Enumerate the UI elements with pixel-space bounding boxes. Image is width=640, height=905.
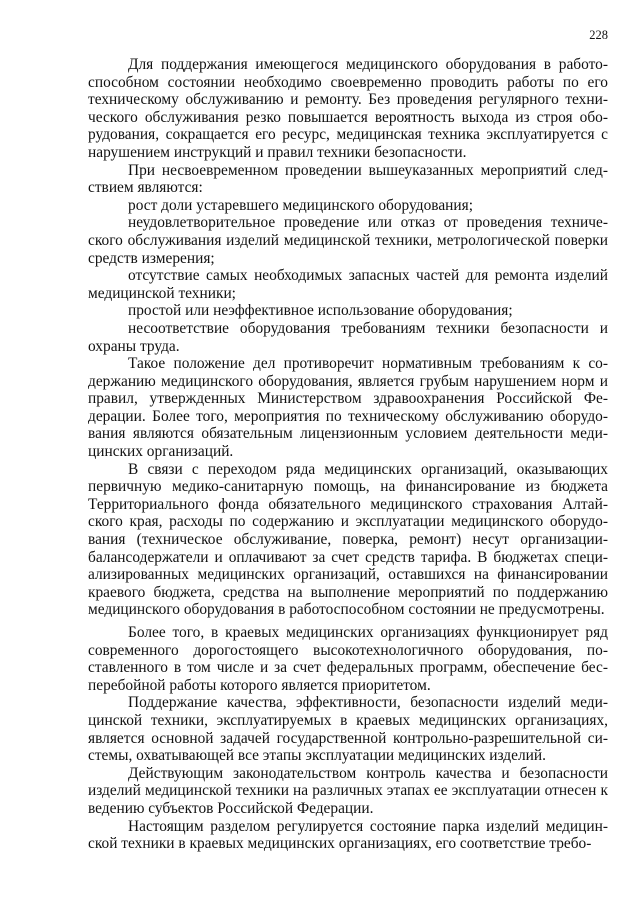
text-body: [88, 56, 608, 853]
paragraph: Настоящим разделом регулируется состояние парка изделий медицинской техники в краевых медицинских организациях, его соответствие требо-: [88, 817, 608, 853]
paragraph: В связи с переходом ряда медицинских организаций, оказывающих первичную медико-санитарную помощь, на финансирование из бюджета Территориального фонда обязательного медицинского страхования Алтайского края, расходы по содержанию и эксплуатации медицинского оборудования (техническое обслуживание, поверка, ремонт) несут организации-балансодержатели и оплачивают за счет средств тарифа. В бюджетах специализированных медицинских организаций, оставшихся на финансировании краевого бюджета, средства на выполнение мероприятий по поддержанию медицинского оборудования в работоспособном состоянии не предусмотрены.: [88, 460, 608, 619]
paragraph: Более того, в краевых медицинских организациях функционирует ряд современного дорогостоящего высокотехнологичного оборудования, поставленного в том числе и за счет федеральных программ, обеспечение бесперебойной работы которого является приоритетом.: [88, 624, 608, 694]
paragraph: При несвоевременном проведении вышеуказанных мероприятий следствием являются:: [88, 161, 608, 197]
list-item: рост доли устаревшего медицинского оборудования;: [128, 196, 474, 214]
paragraph: Такое положение дел противоречит нормативным требованиям к содержанию медицинского оборудования, является грубым нарушением норм и правил, утвержденных Министерством здравоохранения Российской Федерации. Более того, мероприятия по техническому обслуживанию оборудования являются обязательным лицензионным условием деятельности медицинских организаций.: [88, 355, 608, 461]
list-item: простой или неэффективное использование оборудования;: [128, 302, 513, 320]
page-number: 228: [589, 28, 608, 42]
list-item: неудовлетворительное проведение или отказ от проведения технического обслуживания изделий медицинской техники, метрологической поверки средств измерения;: [88, 214, 608, 267]
paragraph: Поддержание качества, эффективности, безопасности изделий медицинской техники, эксплуатируемых в краевых медицинских организациях, является основной задачей государственной контрольно-разрешительной системы, охватывающей все этапы эксплуатации медицинских изделий.: [88, 694, 608, 765]
paragraph: Для поддержания имеющегося медицинского оборудования в работоспособном состоянии необходимо своевременно проводить работы по его техническому обслуживанию и ремонту. Без проведения регулярного технического обслуживания резко повышается вероятность выхода из строя оборудования, сокращается его ресурс, медицинская техника эксплуатируется с нарушением инструкций и правил техники безопасности.: [88, 56, 608, 161]
paragraph: Действующим законодательством контроль качества и безопасности изделий медицинской техники на различных этапах ее эксплуатации отнесен к ведению субъектов Российской Федерации.: [88, 764, 608, 817]
list-item: несоответствие оборудования требованиям техники безопасности и охраны труда.: [88, 319, 608, 355]
list-item: отсутствие самых необходимых запасных частей для ремонта изделий медицинской техники;: [88, 267, 608, 302]
